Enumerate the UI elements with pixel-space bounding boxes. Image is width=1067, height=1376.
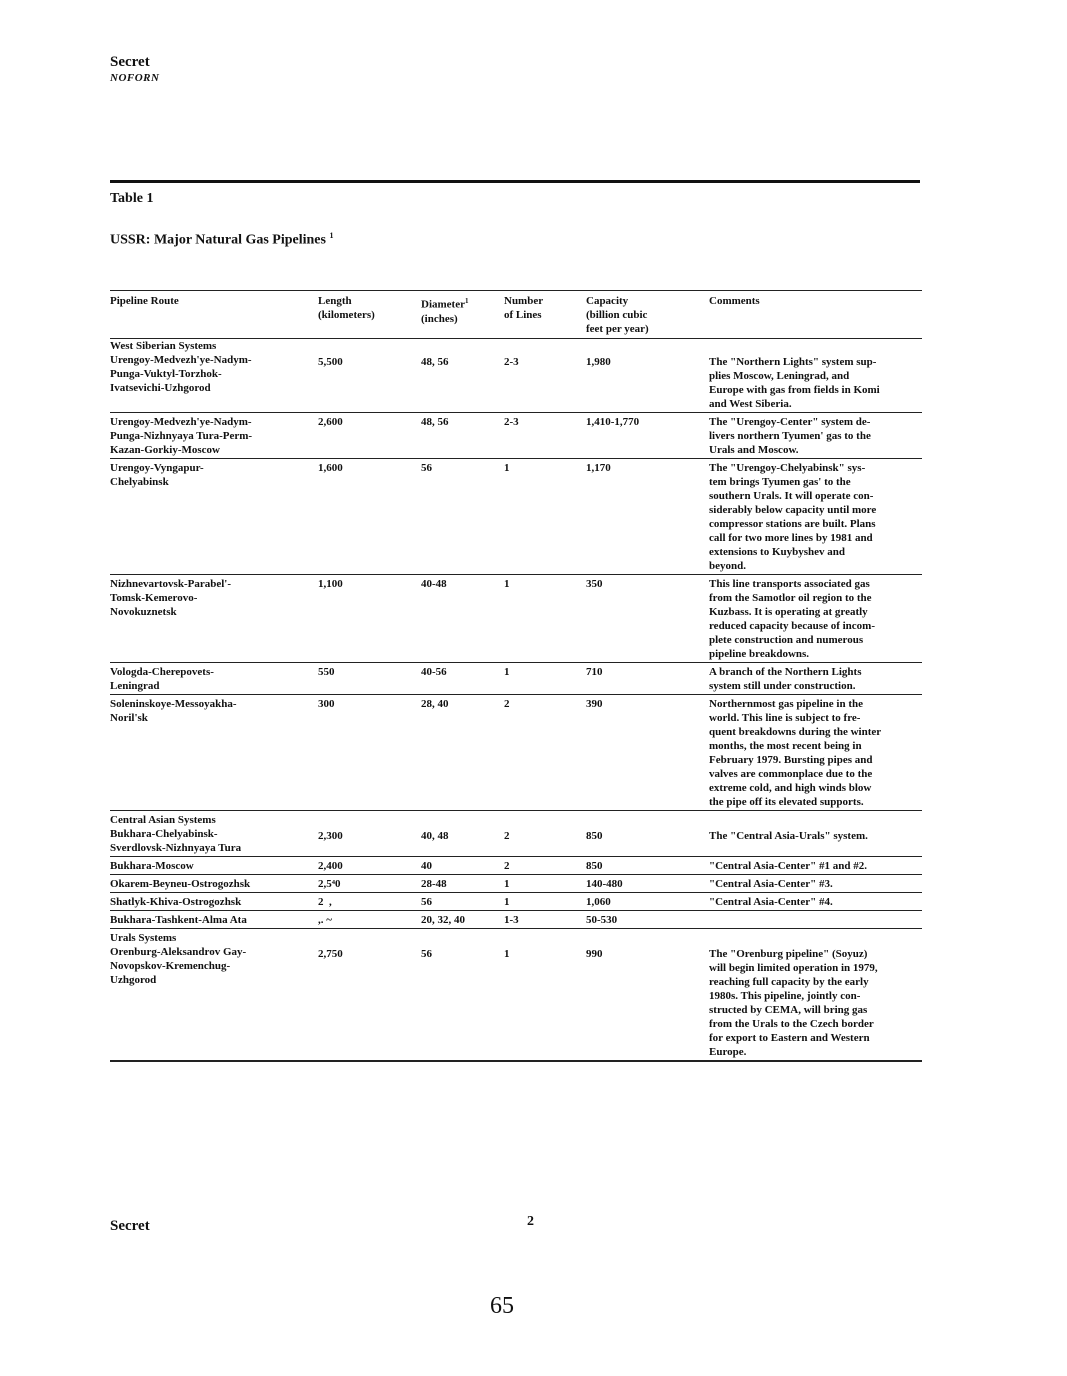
lines-cell: 2-3 <box>504 353 586 413</box>
col-header-capacity: Capacity (billion cubic feet per year) <box>586 291 709 339</box>
table-row <box>110 663 922 695</box>
diameter-cell: 40, 48 <box>421 827 504 857</box>
capacity-cell: 1,170 <box>586 459 709 575</box>
table-top-rule <box>110 180 920 183</box>
capacity-cell: 1,410-1,770 <box>586 413 709 459</box>
lines-cell: 1 <box>504 459 586 575</box>
table-label: Table 1 <box>110 191 154 206</box>
table-row <box>110 945 922 1061</box>
length-cell: 1,600 <box>318 459 421 575</box>
route-cell: Orenburg-Aleksandrov Gay- Novopskov-Kremenchug- Uzhgorod <box>110 945 318 1061</box>
table-row <box>110 413 922 459</box>
diameter-cell: 56 <box>421 945 504 1061</box>
comments-cell: The "Central Asia-Urals" system. <box>709 827 922 857</box>
length-cell: 2,750 <box>318 945 421 1061</box>
route-cell: Bukhara-Moscow <box>110 857 318 875</box>
diameter-cell: 56 <box>421 893 504 911</box>
capacity-cell: 50-530 <box>586 911 709 929</box>
pipelines-table <box>110 290 922 1062</box>
route-cell: Bukhara-Tashkent-Alma Ata <box>110 911 318 929</box>
route-cell: Bukhara-Chelyabinsk- Sverdlovsk-Nizhnyaya Tura <box>110 827 318 857</box>
length-cell: 1,100 <box>318 575 421 663</box>
length-cell: 2 , <box>318 893 421 911</box>
length-cell: 2,600 <box>318 413 421 459</box>
header-handling-caveat: NOFORN <box>110 72 160 84</box>
comments-cell: The "Orenburg pipeline" (Soyuz) will begin limited operation in 1979, reaching full capacity by the early 1980s. This pipeline, jointly con- structed by CEMA, will bring gas from the Urals to the Czech border for export to Eastern and Western Europe. <box>709 945 922 1061</box>
comments-cell: "Central Asia-Center" #1 and #2. <box>709 857 922 875</box>
comments-cell: "Central Asia-Center" #3. <box>709 875 922 893</box>
route-cell: Nizhnevartovsk-Parabel'- Tomsk-Kemerovo- Novokuznetsk <box>110 575 318 663</box>
section-row <box>110 929 922 946</box>
header-classification: Secret <box>110 54 150 70</box>
length-cell: 5,500 <box>318 353 421 413</box>
table-row <box>110 827 922 857</box>
length-cell: 550 <box>318 663 421 695</box>
capacity-cell: 850 <box>586 827 709 857</box>
capacity-cell: 1,980 <box>586 353 709 413</box>
diameter-cell: 40-48 <box>421 575 504 663</box>
col-header-diameter-unit: (inches) <box>421 312 458 325</box>
lines-cell: 1 <box>504 893 586 911</box>
comments-cell: The "Urengoy-Chelyabinsk" sys- tem brings Tyumen gas' to the southern Urals. It will operate con- siderably below capacity until more compressor stations are built. Plans call for two more lines by 1981 and extensions to Kuybyshev and beyond. <box>709 459 922 575</box>
capacity-cell: 990 <box>586 945 709 1061</box>
capacity-cell: 850 <box>586 857 709 875</box>
diameter-cell: 40-56 <box>421 663 504 695</box>
capacity-cell: 140-480 <box>586 875 709 893</box>
capacity-cell: 390 <box>586 695 709 811</box>
lines-cell: 2 <box>504 695 586 811</box>
col-header-route: Pipeline Route <box>110 291 318 339</box>
length-cell: 2,5⁴0 <box>318 875 421 893</box>
capacity-cell: 350 <box>586 575 709 663</box>
route-cell: Vologda-Cherepovets- Leningrad <box>110 663 318 695</box>
table-row <box>110 875 922 893</box>
table-row <box>110 695 922 811</box>
diameter-cell: 48, 56 <box>421 353 504 413</box>
capacity-cell: 710 <box>586 663 709 695</box>
route-cell: Urengoy-Vyngapur- Chelyabinsk <box>110 459 318 575</box>
lines-cell: 1 <box>504 575 586 663</box>
section-row <box>110 811 922 828</box>
table-title-text: USSR: Major Natural Gas Pipelines <box>110 232 326 248</box>
lines-cell: 1-3 <box>504 911 586 929</box>
capacity-cell: 1,060 <box>586 893 709 911</box>
col-header-diameter <box>421 291 504 339</box>
col-header-diameter-footnote: 1 <box>464 297 469 305</box>
diameter-cell: 40 <box>421 857 504 875</box>
col-header-diameter-label: Diameter <box>421 298 465 311</box>
comments-cell <box>709 911 922 929</box>
section-title: Urals Systems <box>110 932 177 944</box>
route-cell: Shatlyk-Khiva-Ostrogozhsk <box>110 893 318 911</box>
diameter-cell: 28-48 <box>421 875 504 893</box>
comments-cell: "Central Asia-Center" #4. <box>709 893 922 911</box>
lines-cell: 2-3 <box>504 413 586 459</box>
col-header-lines: Number of Lines <box>504 291 586 339</box>
table-row <box>110 911 922 929</box>
route-cell: Soleninskoye-Messoyakha- Noril'sk <box>110 695 318 811</box>
section-title: Central Asian Systems <box>110 814 216 826</box>
comments-cell: This line transports associated gas from the Samotlor oil region to the Kuzbass. It is operating at greatly reduced capacity because of incom- plete construction and numerous pipeline breakdowns. <box>709 575 922 663</box>
route-cell: Okarem-Beyneu-Ostrogozhsk <box>110 875 318 893</box>
footer-page-number: 2 <box>527 1214 534 1229</box>
col-header-comments: Comments <box>709 291 922 339</box>
lines-cell: 2 <box>504 857 586 875</box>
lines-cell: 1 <box>504 945 586 1061</box>
table-title <box>110 231 333 249</box>
comments-cell: The "Urengoy-Center" system de- livers northern Tyumen' gas to the Urals and Moscow. <box>709 413 922 459</box>
length-cell: 300 <box>318 695 421 811</box>
route-cell: Urengoy-Medvezh'ye-Nadym- Punga-Nizhnyaya Tura-Perm- Kazan-Gorkiy-Moscow <box>110 413 318 459</box>
lines-cell: 1 <box>504 875 586 893</box>
length-cell: 2,400 <box>318 857 421 875</box>
archive-page-number: 65 <box>490 1293 514 1319</box>
section-row <box>110 339 922 354</box>
section-title: West Siberian Systems <box>110 340 217 352</box>
lines-cell: 2 <box>504 827 586 857</box>
table-row <box>110 575 922 663</box>
table-row <box>110 857 922 875</box>
table-row <box>110 459 922 575</box>
col-header-length: Length (kilometers) <box>318 291 421 339</box>
lines-cell: 1 <box>504 663 586 695</box>
diameter-cell: 48, 56 <box>421 413 504 459</box>
footer-classification: Secret <box>110 1218 150 1234</box>
length-cell: ,. ~ <box>318 911 421 929</box>
length-cell: 2,300 <box>318 827 421 857</box>
comments-cell: The "Northern Lights" system sup- plies Moscow, Leningrad, and Europe with gas from fields in Komi and West Siberia. <box>709 353 922 413</box>
comments-cell: Northernmost gas pipeline in the world. This line is subject to fre- quent breakdowns during the winter months, the most recent being in February 1979. Bursting pipes and valves are commonplace due to the extreme cold, and high winds blow the pipe off its elevated supports. <box>709 695 922 811</box>
table-row <box>110 353 922 413</box>
table-row <box>110 893 922 911</box>
diameter-cell: 56 <box>421 459 504 575</box>
diameter-cell: 20, 32, 40 <box>421 911 504 929</box>
route-cell: Urengoy-Medvezh'ye-Nadym- Punga-Vuktyl-Torzhok- Ivatsevichi-Uzhgorod <box>110 353 318 413</box>
diameter-cell: 28, 40 <box>421 695 504 811</box>
comments-cell: A branch of the Northern Lights system still under construction. <box>709 663 922 695</box>
table-header-row <box>110 291 922 339</box>
table-title-footnote: 1 <box>329 231 334 240</box>
